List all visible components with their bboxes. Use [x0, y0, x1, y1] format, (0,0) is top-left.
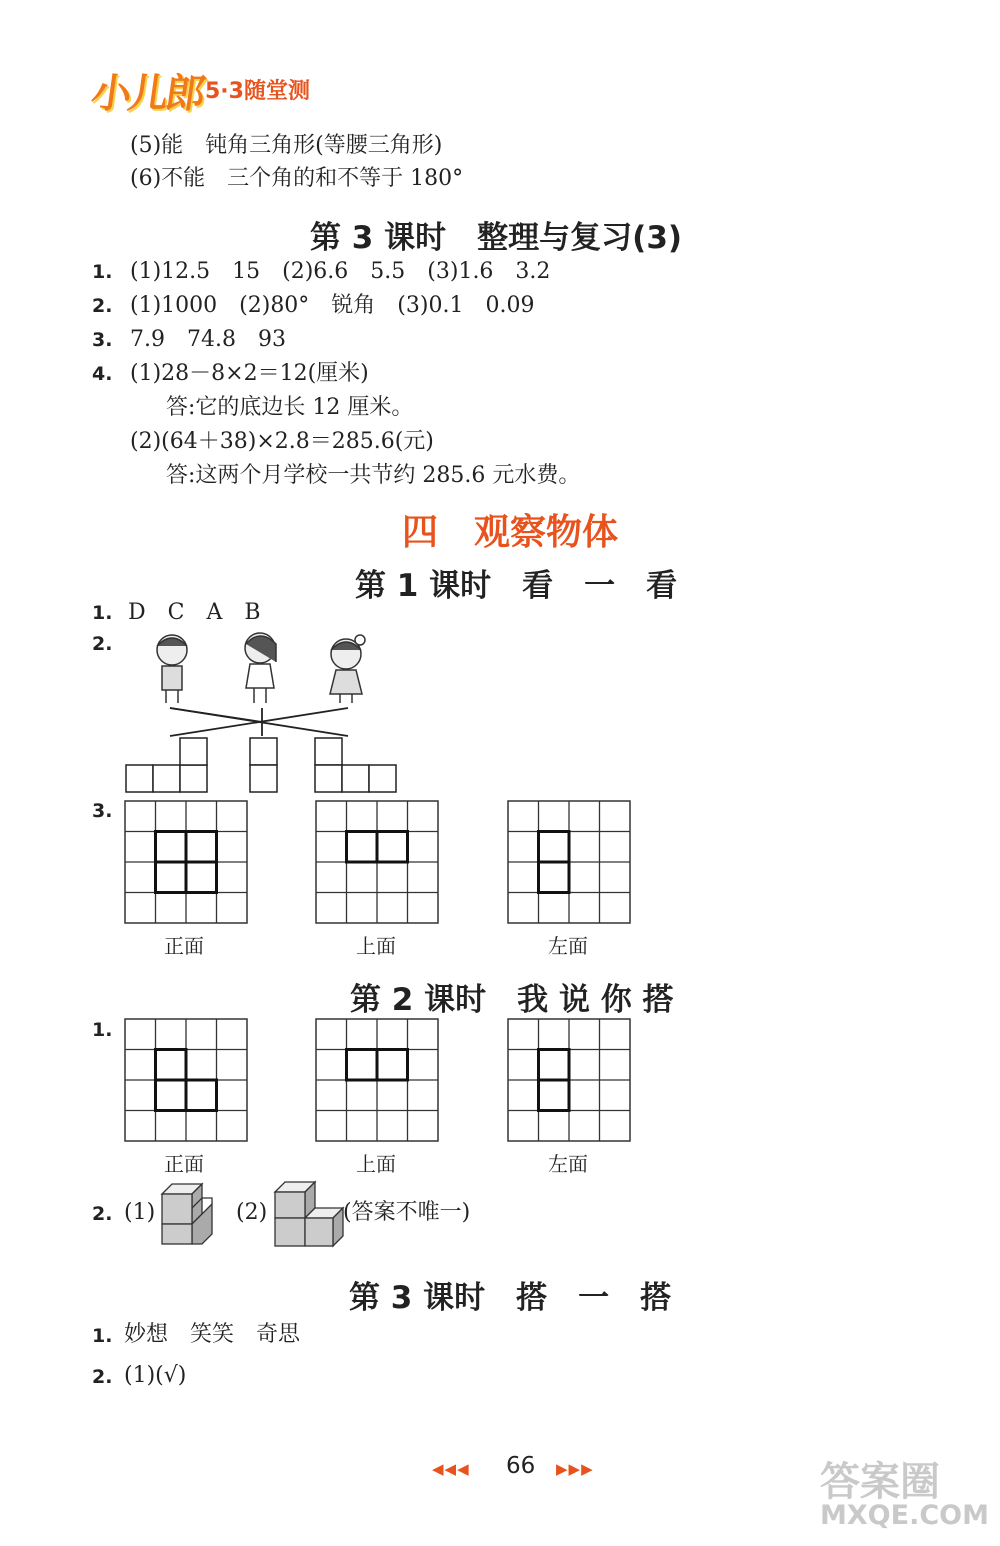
left-arrows-icon: ◀◀◀ — [432, 1460, 470, 1478]
right-arrows-icon: ▶▶▶ — [556, 1460, 594, 1478]
answer-line: 答:它的底边长 12 厘米。 — [166, 395, 414, 420]
answer-line: D C A B — [128, 600, 261, 625]
answer-line: 7.9 74.8 93 — [130, 327, 286, 352]
grid-caption: 左面 — [548, 934, 588, 958]
grid-front-view — [125, 1019, 249, 1143]
grid-left-view — [508, 801, 632, 925]
grid-caption: 左面 — [548, 1152, 588, 1176]
grid-top-view — [316, 801, 440, 925]
question-number: 1. — [92, 602, 113, 624]
watermark-url: MXQE.COM — [820, 1500, 989, 1531]
answer-line: (1) — [124, 1200, 156, 1225]
question-number: 2. — [92, 1203, 113, 1225]
child-figure — [330, 635, 365, 703]
question-number: 4. — [92, 363, 113, 385]
question-number: 2. — [92, 633, 113, 655]
grid-caption: 上面 — [356, 934, 396, 958]
section-title: 第 2 课时 我 说 你 搭 — [350, 982, 674, 1018]
question-number: 3. — [92, 800, 113, 822]
section-title: 第 3 课时 搭 一 搭 — [349, 1280, 672, 1316]
grid-top-view — [316, 1019, 440, 1143]
grid-caption: 上面 — [356, 1152, 396, 1176]
connecting-lines — [170, 708, 348, 736]
grid-caption: 正面 — [164, 934, 204, 958]
view-square — [342, 765, 369, 792]
section-title: 第 1 课时 看 一 看 — [355, 568, 678, 604]
matching-figure — [120, 628, 410, 798]
answer-line: (2) — [236, 1200, 268, 1225]
view-square — [126, 765, 153, 792]
view-square — [250, 765, 277, 792]
section-title: 第 3 课时 整理与复习(3) — [310, 220, 683, 256]
answer-line: 答:这两个月学校一共节约 285.6 元水费。 — [166, 463, 581, 488]
view-square — [180, 765, 207, 792]
child-figure — [245, 633, 276, 703]
cube-stack-figure — [273, 1178, 345, 1248]
question-number: 1. — [92, 1325, 113, 1347]
grid-caption: 正面 — [164, 1152, 204, 1176]
view-square — [369, 765, 396, 792]
question-number: 3. — [92, 329, 113, 351]
child-figure — [157, 635, 187, 703]
answer-line: 妙想 笑笑 奇思 — [124, 1322, 301, 1347]
page-number: 66 — [506, 1453, 536, 1479]
unit-title: 四 观察物体 — [402, 512, 619, 553]
question-number: 1. — [92, 1019, 113, 1041]
watermark-logo: 答案圈 — [820, 1459, 940, 1505]
grid-left-view — [508, 1019, 632, 1143]
view-square — [250, 738, 277, 765]
question-number: 1. — [92, 261, 113, 283]
question-number: 2. — [92, 1366, 113, 1388]
answer-line: (1)(√) — [124, 1363, 187, 1388]
answer-line: (6)不能 三个角的和不等于 180° — [130, 166, 464, 191]
answer-line: (2)(64＋38)×2.8＝285.6(元) — [130, 429, 434, 454]
view-square — [315, 738, 342, 765]
answer-line: (1)12.5 15 (2)6.6 5.5 (3)1.6 3.2 — [130, 259, 551, 284]
answer-note: (答案不唯一) — [343, 1200, 471, 1225]
grid-front-view — [125, 801, 249, 925]
brand-logo: 小儿郎 — [88, 71, 206, 117]
view-square — [180, 738, 207, 765]
view-square — [315, 765, 342, 792]
answer-line: (5)能 钝角三角形(等腰三角形) — [130, 133, 443, 158]
cube-stack-figure — [160, 1178, 214, 1248]
series-name: 5·3随堂测 — [205, 79, 310, 104]
answer-line: (1)1000 (2)80° 锐角 (3)0.1 0.09 — [130, 293, 535, 318]
question-number: 2. — [92, 295, 113, 317]
view-square — [153, 765, 180, 792]
answer-line: (1)28－8×2＝12(厘米) — [130, 361, 369, 386]
